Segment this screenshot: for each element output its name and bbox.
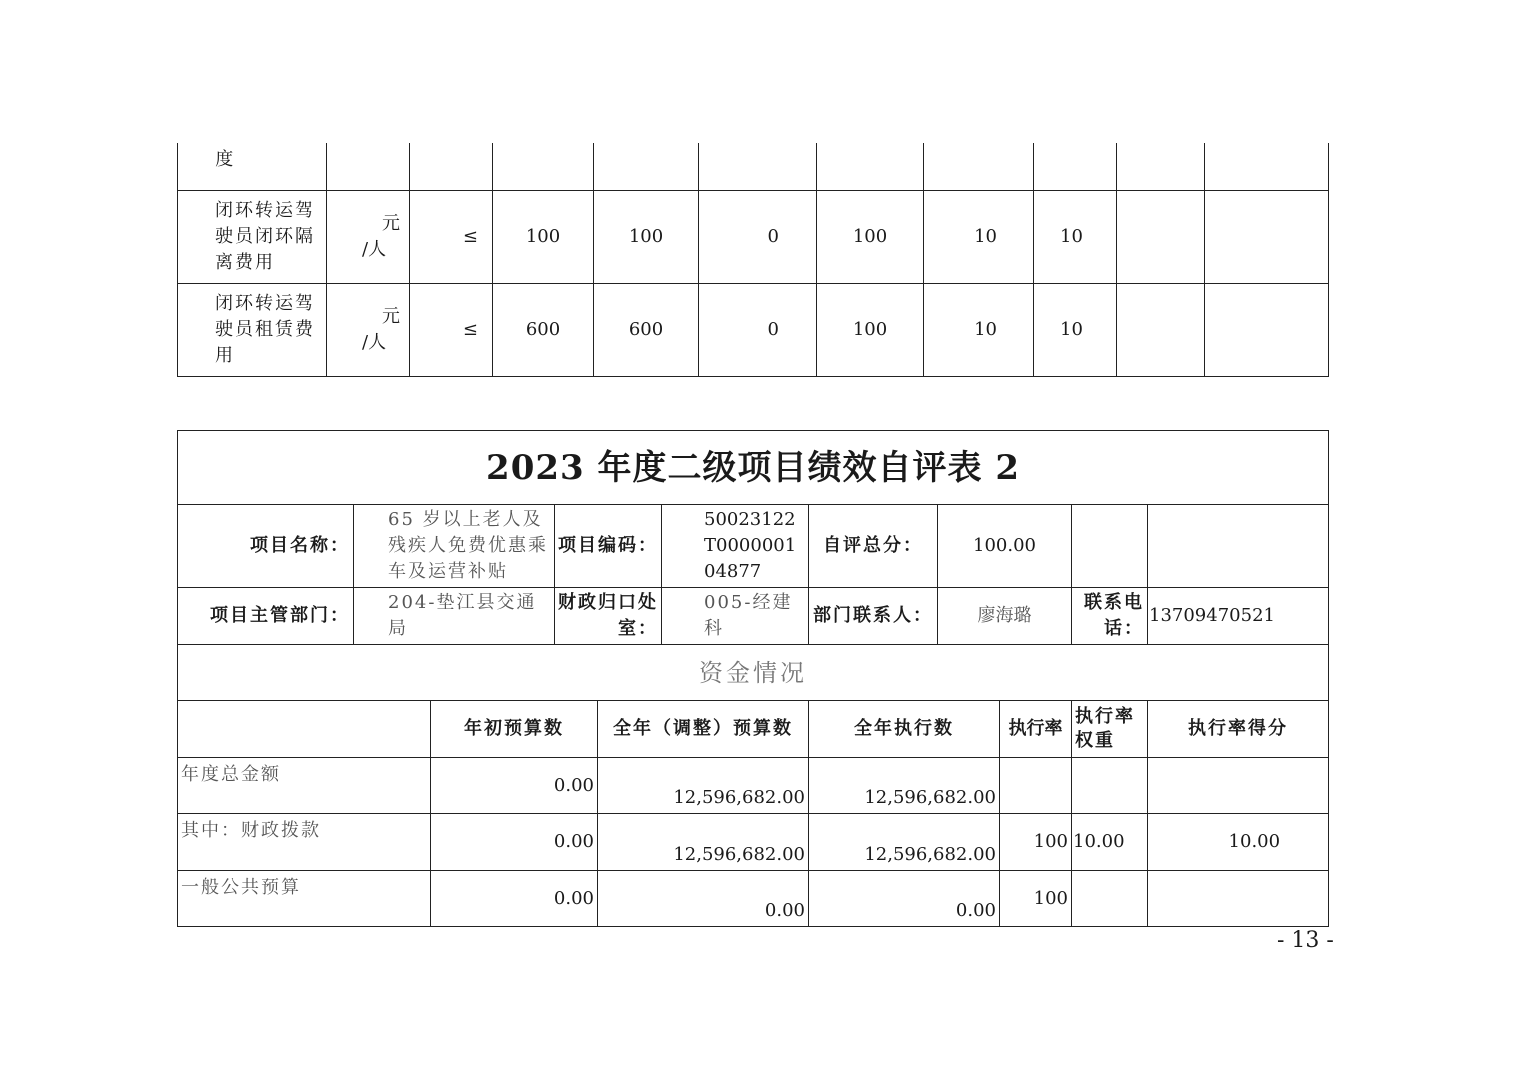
project-code-label: 项目编码： bbox=[555, 505, 662, 588]
indicator-operator: ≤ bbox=[410, 190, 493, 283]
self-score-label: 自评总分： bbox=[809, 505, 938, 588]
funds-row-label: 一般公共预算 bbox=[178, 871, 431, 927]
indicator-deviation: 0 bbox=[699, 190, 817, 283]
funds-score bbox=[1148, 871, 1329, 927]
funds-weight: 10.00 bbox=[1072, 814, 1148, 871]
contact-value: 廖海璐 bbox=[938, 588, 1072, 645]
funds-initial: 0.00 bbox=[431, 758, 598, 814]
indicator-unit: 元 /人 bbox=[327, 190, 410, 283]
funds-row bbox=[178, 871, 1329, 927]
funds-row-label: 其中：财政拨款 bbox=[178, 814, 431, 871]
funds-rate bbox=[1000, 758, 1072, 814]
indicator-target: 100 bbox=[493, 190, 594, 283]
indicator-operator: ≤ bbox=[410, 283, 493, 376]
phone-label: 联系电话： bbox=[1072, 588, 1148, 645]
funds-executed: 12,596,682.00 bbox=[809, 814, 1000, 871]
indicator-row bbox=[178, 283, 1329, 376]
indicator-deviation: 0 bbox=[699, 283, 817, 376]
funds-header-weight: 执行率权重 bbox=[1072, 701, 1148, 758]
funds-initial: 0.00 bbox=[431, 814, 598, 871]
funds-row bbox=[178, 814, 1329, 871]
funds-executed: 0.00 bbox=[809, 871, 1000, 927]
funds-adjusted: 12,596,682.00 bbox=[598, 758, 809, 814]
self-score-value: 100.00 bbox=[938, 505, 1072, 588]
indicator-name: 度 bbox=[178, 143, 327, 190]
indicator-table bbox=[177, 143, 1329, 377]
indicator-score: 10 bbox=[1034, 190, 1117, 283]
funds-row bbox=[178, 758, 1329, 814]
dept-label: 项目主管部门： bbox=[178, 588, 354, 645]
form-title: 2023 年度二级项目绩效自评表 2 bbox=[178, 431, 1329, 505]
funds-score: 10.00 bbox=[1148, 814, 1329, 871]
finance-label: 财政归口处室： bbox=[555, 588, 662, 645]
funds-header-rate: 执行率 bbox=[1000, 701, 1072, 758]
funds-weight bbox=[1072, 871, 1148, 927]
indicator-unit: 元 /人 bbox=[327, 283, 410, 376]
indicator-row bbox=[178, 143, 1329, 190]
indicator-name: 闭环转运驾驶员租赁费用 bbox=[178, 283, 327, 376]
funds-header-adjusted: 全年（调整）预算数 bbox=[598, 701, 809, 758]
indicator-weight: 10 bbox=[924, 190, 1034, 283]
project-code-value: 50023122T000000104877 bbox=[662, 505, 809, 588]
funds-rate: 100 bbox=[1000, 871, 1072, 927]
funds-adjusted: 0.00 bbox=[598, 871, 809, 927]
self-evaluation-form bbox=[177, 430, 1329, 927]
dept-value: 204-垫江县交通局 bbox=[354, 588, 555, 645]
page-number: - 13 - bbox=[1277, 928, 1334, 953]
indicator-name: 闭环转运驾驶员闭环隔离费用 bbox=[178, 190, 327, 283]
funds-executed: 12,596,682.00 bbox=[809, 758, 1000, 814]
contact-label: 部门联系人： bbox=[809, 588, 938, 645]
indicator-target: 600 bbox=[493, 283, 594, 376]
funds-rate: 100 bbox=[1000, 814, 1072, 871]
indicator-score: 10 bbox=[1034, 283, 1117, 376]
funds-header-score: 执行率得分 bbox=[1148, 701, 1329, 758]
project-name-value: 65 岁以上老人及残疾人免费优惠乘车及运营补贴 bbox=[354, 505, 555, 588]
indicator-row bbox=[178, 190, 1329, 283]
funds-section-heading: 资金情况 bbox=[178, 645, 1329, 701]
funds-adjusted: 12,596,682.00 bbox=[598, 814, 809, 871]
indicator-rate: 100 bbox=[817, 283, 924, 376]
funds-weight bbox=[1072, 758, 1148, 814]
indicator-actual: 600 bbox=[594, 283, 699, 376]
phone-value: 13709470521 bbox=[1148, 588, 1329, 645]
project-name-label: 项目名称： bbox=[178, 505, 354, 588]
funds-score bbox=[1148, 758, 1329, 814]
funds-initial: 0.00 bbox=[431, 871, 598, 927]
indicator-weight: 10 bbox=[924, 283, 1034, 376]
funds-row-label: 年度总金额 bbox=[178, 758, 431, 814]
finance-value: 005-经建科 bbox=[662, 588, 809, 645]
indicator-actual: 100 bbox=[594, 190, 699, 283]
funds-header-initial: 年初预算数 bbox=[431, 701, 598, 758]
funds-header-executed: 全年执行数 bbox=[809, 701, 1000, 758]
indicator-rate: 100 bbox=[817, 190, 924, 283]
